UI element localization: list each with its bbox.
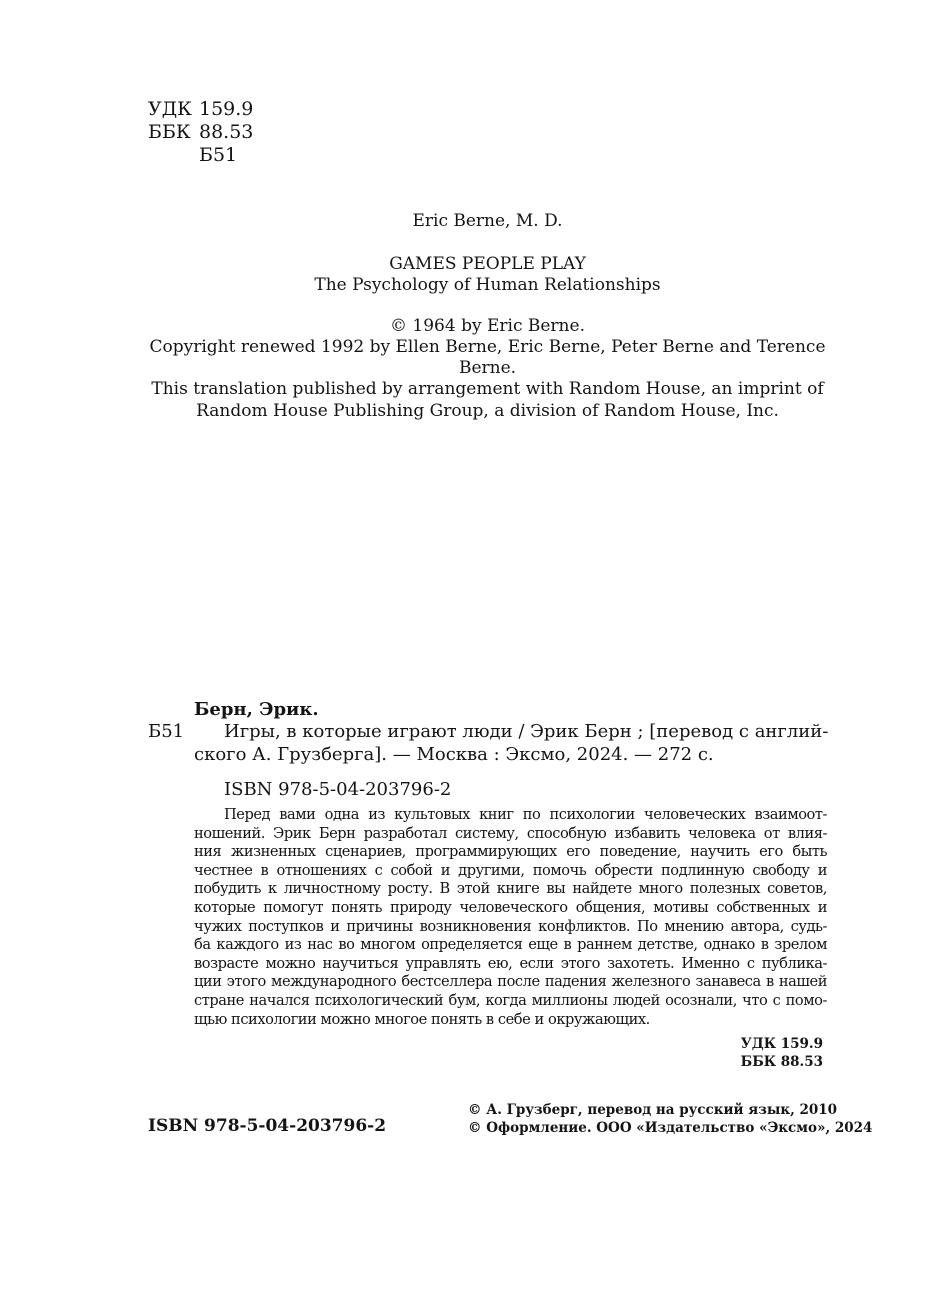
copyright-translation: © А. Грузберг, перевод на русский язык, 2010	[468, 1102, 838, 1118]
annotation-line: щью психологии можно многое понять в себе и окружающих.	[194, 1010, 650, 1028]
copyright-line-1: © 1964 by Eric Berne.	[390, 316, 585, 336]
annotation-line: ношений. Эрик Берн разработал систему, способную избавить человека от влия-	[194, 824, 827, 842]
udk-label: УДК	[148, 98, 192, 120]
arrangement-line-a: This translation published by arrangement with Random House, an imprint of	[151, 379, 824, 399]
copyright-line-2a: Copyright renewed 1992 by Ellen Berne, Eric Berne, Peter Berne and Terence	[149, 337, 826, 357]
author-mark: Б51	[199, 144, 238, 166]
original-title: GAMES PEOPLE PLAY	[389, 254, 586, 274]
classification-codes	[148, 98, 253, 167]
udk-value: 159.9	[199, 98, 254, 120]
catalog-line-1: Игры, в которые играют люди / Эрик Берн ; [перевод с англий-	[224, 721, 829, 742]
annotation-line: честнее в отношениях с собой и другими, помочь обрести подлинную свободу и	[194, 861, 827, 879]
annotation-line: которые помогут понять природу человеческого общения, мотивы собственных и	[194, 898, 827, 916]
footer-isbn: ISBN 978-5-04-203796-2	[148, 1116, 387, 1136]
annotation-bbk: ББК 88.53	[740, 1054, 823, 1070]
udk-row	[148, 98, 253, 121]
bbk-label: ББК	[148, 121, 191, 143]
catalog-mark: Б51	[148, 721, 185, 742]
catalog-line-2: ского А. Грузберга]. — Москва : Эксмо, 2024. — 272 с.	[194, 744, 714, 765]
arrangement-line-b: Random House Publishing Group, a division of Random House, Inc.	[196, 401, 779, 421]
annotation-line: ба каждого из нас во многом определяется еще в раннем детстве, однако в зрелом	[194, 936, 827, 954]
copyright-design: © Оформление. ООО «Издательство «Эксмо», 2024	[468, 1120, 873, 1136]
annotation-line: Перед вами одна из культовых книг по психологии человеческих взаимоот-	[224, 806, 827, 823]
annotation-line: чужих поступков и причины возникновения конфликтов. По мнению автора, судь-	[194, 917, 827, 935]
original-subtitle: The Psychology of Human Relationships	[314, 275, 661, 295]
annotation-line: стране начался психологический бум, когда миллионы людей осознали, что с помо-	[194, 991, 827, 1009]
annotation-paragraph	[194, 806, 827, 1029]
annotation-udk: УДК 159.9	[740, 1036, 823, 1052]
copyright-line-2b: Berne.	[458, 358, 517, 378]
annotation-line: побудить к личностному росту. В этой книге вы найдете много полезных советов,	[194, 880, 827, 898]
bbk-row	[148, 121, 253, 144]
catalog-heading: Берн, Эрик.	[194, 699, 319, 720]
original-author: Eric Berne, M. D.	[412, 211, 563, 231]
annotation-line: ния жизненных сценариев, программирующих его поведение, научить его быть	[194, 843, 827, 861]
author-mark-row	[148, 144, 253, 167]
annotation-line: ции этого международного бестселлера после падения железного занавеса в нашей	[194, 973, 827, 991]
annotation-line: возрасте можно научиться управлять ею, если этого захотеть. Именно с публика-	[194, 954, 827, 972]
bbk-value: 88.53	[199, 121, 254, 143]
catalog-isbn: ISBN 978-5-04-203796-2	[224, 779, 452, 800]
